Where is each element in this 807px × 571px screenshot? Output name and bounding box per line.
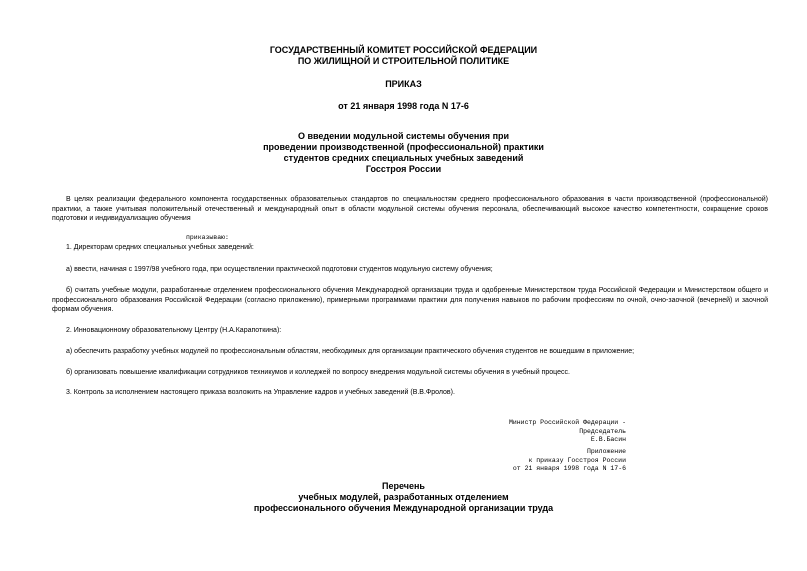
title-line3: студентов средних специальных учебных заведений (283, 153, 524, 163)
title-line1: О введении модульной системы обучения при (297, 131, 510, 141)
document-title (0, 131, 807, 175)
appendix-reference (366, 448, 626, 474)
item-1b: б) считать учебные модули, разработанные отделением профессионального обучения Международной организации труда и одобренные Министерством труда Российской Федерации и Министерством общего и профессионального образования Российской Федерации (согласно приложению), примерными программами практики для получения навыков по рабочим профессиям по очной, очно-заочной (вечерней) и заочной формам обучения. (52, 287, 768, 313)
signature-name: Е.В.Басин (590, 436, 626, 444)
document-type: ПРИКАЗ (385, 79, 422, 89)
orders-word: приказываю: (186, 234, 229, 241)
title-line4: Госстроя России (365, 164, 442, 174)
item-1: 1. Директорам средних специальных учебных заведений: (66, 244, 254, 251)
list-title (0, 481, 807, 514)
preamble-paragraph: В целях реализации федерального компонента государственных образовательных стандартов по специальностям среднего профессионального образования в части производственной (профессиональной) практики, а также учитывая положительный отечественный и международный опыт в области модульной системы обучения персонала, обеспечивающий высокое качество компетентности, сокращение сроков подготовки и индивидуализацию обучения (52, 196, 768, 222)
committee-name-line1: ГОСУДАРСТВЕННЫЙ КОМИТЕТ РОССИЙСКОЙ ФЕДЕРАЦИИ (269, 45, 538, 55)
appendix-label: Приложение (586, 448, 626, 455)
title-line2: проведении производственной (профессиональной) практики (263, 142, 544, 152)
committee-name-line2: ПО ЖИЛИЩНОЙ И СТРОИТЕЛЬНОЙ ПОЛИТИКЕ (297, 56, 510, 66)
appendix-order-ref: к приказу Госстроя России (528, 456, 626, 464)
item-1a: а) ввести, начиная с 1997/98 учебного года, при осуществлении практической подготовки студентов модульную систему обучения; (66, 266, 493, 273)
item-2a: а) обеспечить разработку учебных модулей по профессиональным областям, необходимых для организации практического обучения студентов не вошедшим в приложение; (66, 348, 635, 355)
list-title-line3: профессионального обучения Международной организации труда (253, 503, 554, 513)
signature-title: Председатель (579, 427, 626, 435)
signature-position: Министр Российской Федерации - (508, 419, 626, 426)
list-title-line1: Перечень (382, 481, 425, 491)
item-3: 3. Контроль за исполнением настоящего приказа возложить на Управление кадров и учебных заведений (В.В.Фролов). (66, 389, 455, 396)
list-title-line2: учебных модулей, разработанных отделением (298, 492, 509, 502)
item-2: 2. Инновационному образовательному Центру (Н.А.Карапоткина): (66, 327, 282, 334)
appendix-date-ref: от 21 января 1998 года N 17-6 (512, 465, 626, 473)
signature-block (366, 419, 626, 445)
document-date-number: от 21 января 1998 года N 17-6 (338, 101, 469, 111)
item-2b: б) организовать повышение квалификации сотрудников техникумов и колледжей по вопросу внедрения модульной системы обучения в учебный процесс. (66, 369, 570, 376)
document-header (0, 45, 807, 67)
